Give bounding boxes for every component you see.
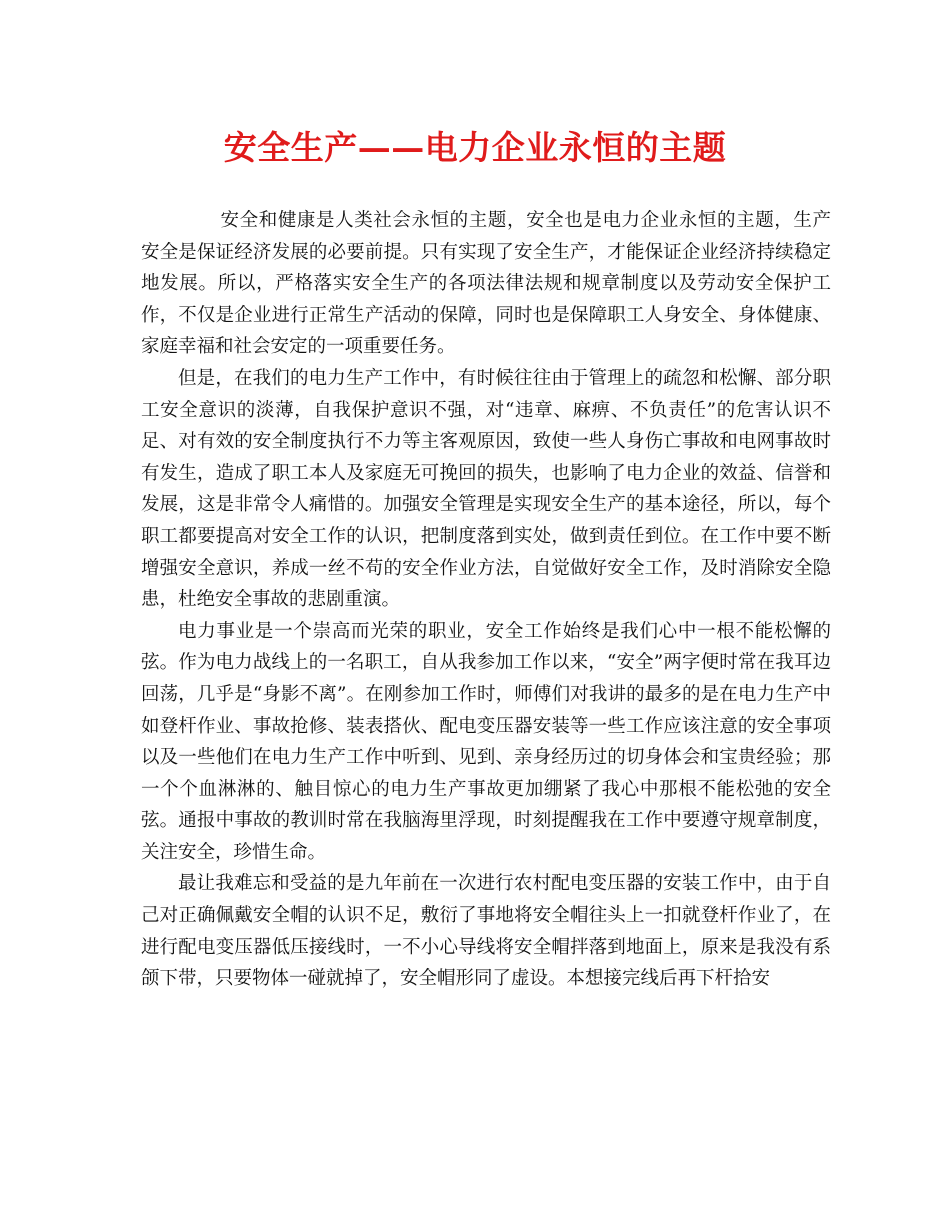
document-body: [141, 205, 831, 995]
paragraph: 电力事业是一个崇高而光荣的职业，安全工作始终是我们心中一根不能松懈的弦。作为电力战线上的一名职工，自从我参加工作以来，“安全”两字便时常在我耳边回荡，几乎是“身影不离”。在刚参加工作时，师傅们对我讲的最多的是在电力生产中如登杆作业、事故抢修、装表搭伙、配电变压器安装等一些工作应该注意的安全事项以及一些他们在电力生产工作中听到、见到、亲身经历过的切身体会和宝贵经验；那一个个血淋淋的、触目惊心的电力生产事故更加绷紧了我心中那根不能松弛的安全弦。通报中事故的教训时常在我脑海里浮现，时刻提醒我在工作中要遵守规章制度，关注安全，珍惜生命。: [141, 620, 831, 863]
paragraph: 安全和健康是人类社会永恒的主题，安全也是电力企业永恒的主题，生产安全是保证经济发展的必要前提。只有实现了安全生产，才能保证企业经济持续稳定地发展。所以，严格落实安全生产的各项法律法规和规章制度以及劳动安全保护工作，不仅是企业进行正常生产活动的保障，同时也是保障职工人身安全、身体健康、家庭幸福和社会安定的一项重要任务。: [141, 210, 831, 358]
document-title: 安全生产——电力企业永恒的主题: [223, 128, 727, 167]
paragraph: 最让我难忘和受益的是九年前在一次进行农村配电变压器的安装工作中，由于自己对正确佩戴安全帽的认识不足，敷衍了事地将安全帽往头上一扣就登杆作业了，在进行配电变压器低压接线时，一不小心导线将安全帽拌落到地面上，原来是我没有系颌下带，只要物体一碰就掉了，安全帽形同了虚设。本想接完线后再下杆拾安: [141, 873, 831, 990]
paragraph: 但是，在我们的电力生产工作中，有时候往往由于管理上的疏忽和松懈、部分职工安全意识的淡薄，自我保护意识不强，对“违章、麻痹、不负责任”的危害认识不足、对有效的安全制度执行不力等主客观原因，致使一些人身伤亡事故和电网事故时有发生，造成了职工本人及家庭无可挽回的损失，也影响了电力企业的效益、信誉和发展，这是非常令人痛惜的。加强安全管理是实现安全生产的基本途径，所以，每个职工都要提高对安全工作的认识，把制度落到实处，做到责任到位。在工作中要不断增强安全意识，养成一丝不苟的安全作业方法，自觉做好安全工作，及时消除安全隐患，杜绝安全事故的悲剧重演。: [141, 367, 831, 611]
